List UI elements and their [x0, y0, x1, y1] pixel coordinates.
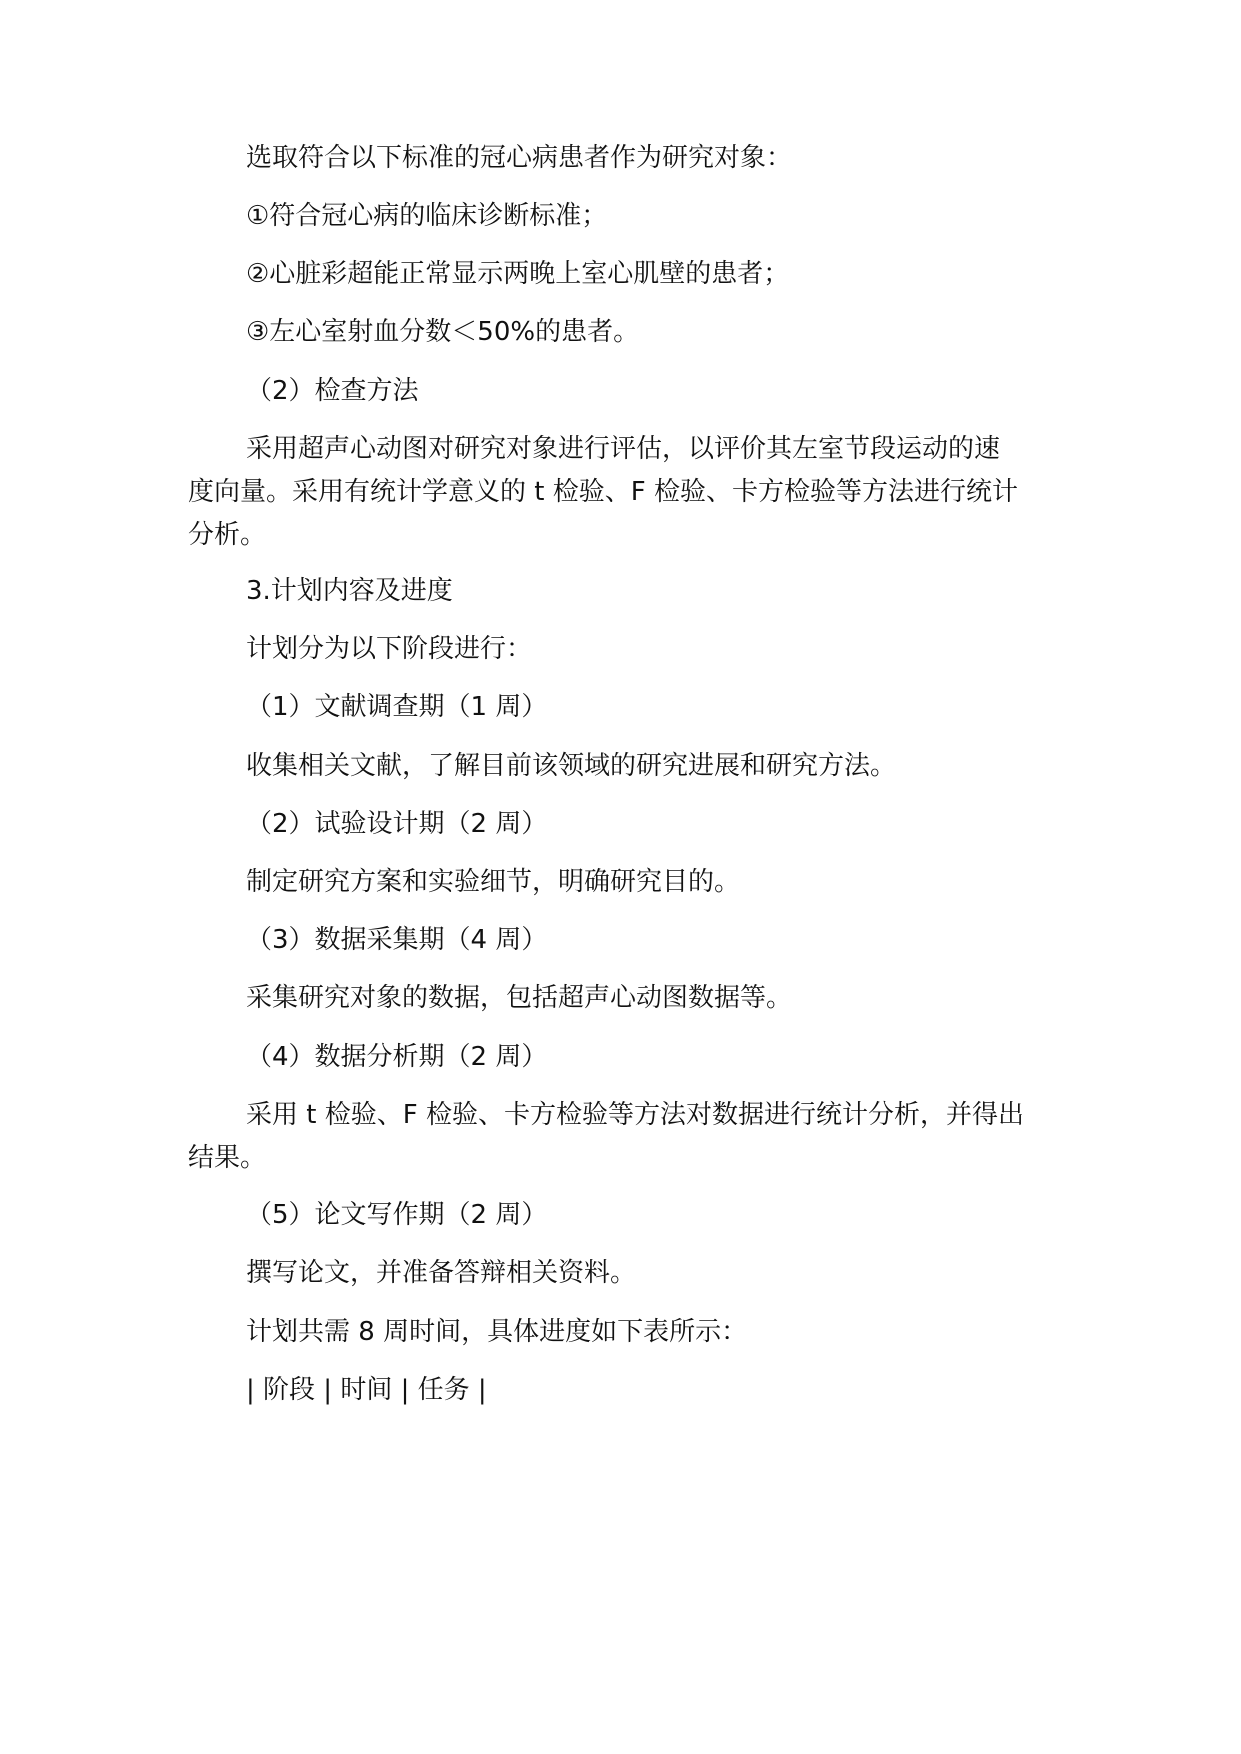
- stage-3-heading: （3）数据采集期（4 周）: [246, 925, 548, 955]
- stage-4-text-line-2: 结果。: [188, 1143, 267, 1173]
- methods-paragraph-line-3: 分析。: [188, 520, 267, 550]
- stage-5-text: 撰写论文，并准备答辩相关资料。: [246, 1258, 637, 1288]
- criterion-1: ①符合冠心病的临床诊断标准；: [246, 201, 608, 231]
- stage-4-text-line-1: 采用 t 检验、F 检验、卡方检验等方法对数据进行统计分析，并得出: [246, 1100, 1024, 1130]
- criterion-2: ②心脏彩超能正常显示两晚上室心肌壁的患者；: [246, 259, 790, 289]
- stage-1-heading: （1）文献调查期（1 周）: [246, 692, 548, 722]
- methods-paragraph-line-1: 采用超声心动图对研究对象进行评估，以评价其左室节段运动的速: [246, 434, 1001, 464]
- section-heading-methods: （2）检查方法: [246, 376, 419, 406]
- stage-4-heading: （4）数据分析期（2 周）: [246, 1042, 548, 1072]
- schedule-table-header: | 阶段 | 时间 | 任务 |: [246, 1375, 487, 1405]
- stage-2-text: 制定研究方案和实验细节，明确研究目的。: [246, 867, 741, 897]
- section-heading-plan: 3.计划内容及进度: [246, 576, 453, 606]
- criterion-3: ③左心室射血分数＜50%的患者。: [246, 317, 640, 347]
- methods-paragraph-line-2: 度向量。采用有统计学意义的 t 检验、F 检验、卡方检验等方法进行统计: [188, 477, 1018, 507]
- stage-2-heading: （2）试验设计期（2 周）: [246, 809, 548, 839]
- schedule-summary: 计划共需 8 周时间，具体进度如下表所示：: [246, 1317, 748, 1347]
- plan-intro: 计划分为以下阶段进行：: [246, 634, 533, 664]
- stage-5-heading: （5）论文写作期（2 周）: [246, 1200, 548, 1230]
- stage-1-text: 收集相关文献，了解目前该领域的研究进展和研究方法。: [246, 751, 897, 781]
- stage-3-text: 采集研究对象的数据，包括超声心动图数据等。: [246, 983, 793, 1013]
- criteria-intro: 选取符合以下标准的冠心病患者作为研究对象：: [246, 143, 793, 173]
